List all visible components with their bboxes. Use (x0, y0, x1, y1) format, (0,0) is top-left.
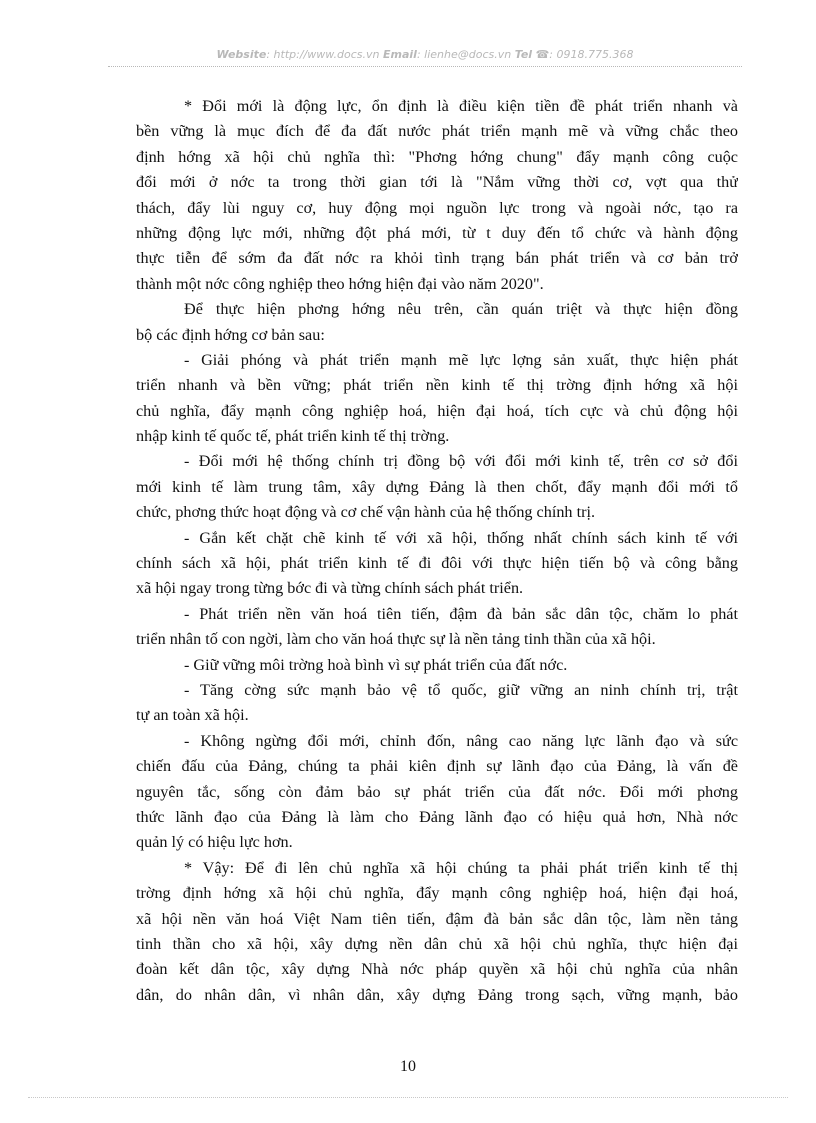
text-line: nhập kinh tế quốc tế, phát triển kinh tế thị trờng. (136, 427, 450, 446)
page-number: 10 (400, 1058, 416, 1075)
text-line: bộ các định hớng cơ bản sau: (136, 325, 325, 344)
text-line: - Không ngừng đổi mới, chỉnh đốn, nâng cao năng lực lãnh đạo và sức (184, 731, 738, 750)
text-line: - Gắn kết chặt chẽ kinh tế với xã hội, thống nhất chính sách kinh tế với (184, 528, 738, 547)
text-line: nguyên tắc, sống còn đảm bảo sự phát triển của đất nớc. Đổi mới phơng (136, 782, 738, 801)
text-line: thức lãnh đạo của Đảng là làm cho Đảng lãnh đạo có hiệu quả hơn, Nhà nớc (136, 807, 738, 826)
text-line: chủ nghĩa, đẩy mạnh công nghiệp hoá, hiện đại hoá, tích cực và chủ động hội (136, 401, 738, 420)
text-line: thành một nớc công nghiệp theo hớng hiện đại vào năm 2020". (136, 274, 544, 293)
phone-icon: ☎ (535, 48, 550, 61)
text-line: * Đổi mới là động lực, ổn định là điều kiện tiền đề phát triển nhanh và (184, 97, 738, 115)
text-line: thách, đẩy lùi nguy cơ, huy động mọi nguồn lực trong và ngoài nớc, tạo ra (136, 198, 738, 217)
text-line: mới kinh tế làm trung tâm, xây dựng Đảng là then chốt, đẩy mạnh đổi mới tổ (136, 477, 738, 496)
text-line: định hớng xã hội chủ nghĩa thì: "Phơng hớng chung" đẩy mạnh công cuộc (136, 147, 738, 166)
text-line: dân, do nhân dân, vì nhân dân, xây dựng Đảng trong sạch, vững mạnh, bảo (136, 985, 738, 1004)
footer-divider (28, 1097, 788, 1098)
text-line: đoàn kết dân tộc, xây dựng Nhà nớc pháp quyền xã hội chủ nghĩa của nhân (136, 960, 738, 979)
text-line: tự an toàn xã hội. (136, 706, 249, 725)
text-line: Để thực hiện phơng hớng nêu trên, cần quán triệt và thực hiện đồng (184, 300, 738, 319)
email-value: : lienhe@docs.vn (416, 48, 512, 61)
text-line: tinh thần cho xã hội, xây dựng nền dân chủ xã hội chủ nghĩa, thực hiện đại (136, 934, 738, 953)
header-divider (108, 66, 742, 67)
text-line: triển nhanh và bền vững; phát triển nền kinh tế thị trờng định hớng xã hội (136, 376, 738, 395)
tel-value: : 0918.775.368 (549, 48, 634, 61)
website-value: : http://www.docs.vn (266, 48, 380, 61)
text-line: - Phát triển nền văn hoá tiên tiến, đậm đà bản sắc dân tộc, chăm lo phát (184, 604, 738, 623)
text-line: - Tăng cờng sức mạnh bảo vệ tổ quốc, giữ vững an ninh chính trị, trật (184, 680, 738, 699)
text-line: quản lý có hiệu lực hơn. (136, 833, 293, 852)
text-line: - Đổi mới hệ thống chính trị đồng bộ với đổi mới kinh tế, trên cơ sở đổi (184, 452, 738, 471)
text-line: xã hội nền văn hoá Việt Nam tiên tiến, đậm đà bản sắc dân tộc, làm nền tảng (136, 909, 738, 928)
text-line: bền vững là mục đích để đa đất nước phát triển mạnh mẽ và vững chắc theo (136, 122, 738, 141)
text-line: trờng định hớng xã hội chủ nghĩa, đẩy mạnh công nghiệp hoá, hiện đại hoá, (136, 884, 738, 903)
text-line: những động lực mới, những đột phá mới, từ t duy đến tổ chức và hành động (136, 223, 738, 242)
text-line: chiến đấu của Đảng, chúng ta phải kiên định sự lãnh đạo của Đảng, là vấn đề (136, 757, 738, 776)
text-line: thực tiễn để sớm đa đất nớc ra khỏi tình trạng bán phát triển và cơ bản trở (136, 249, 738, 268)
text-line: - Giải phóng và phát triển mạnh mẽ lực lợng sản xuất, thực hiện phát (184, 350, 738, 369)
text-line: - Giữ vững môi trờng hoà bình vì sự phát triển của đất nớc. (184, 655, 568, 674)
text-line: triển nhân tố con ngời, làm cho văn hoá thực sự là nền tảng tinh thần của xã hội. (136, 630, 656, 649)
text-line: chính sách xã hội, phát triển kinh tế đi đôi với thực hiện tiến bộ và công bằng (136, 554, 738, 573)
email-label: Email (383, 48, 417, 61)
website-label: Website (216, 48, 267, 61)
text-line: chức, phơng thức hoạt động và cơ chế vận hành của hệ thống chính trị. (136, 503, 596, 522)
text-line: xã hội ngay trong từng bớc đi và từng chính sách phát triển. (136, 579, 524, 598)
document-body (136, 94, 738, 1008)
tel-label: Tel (514, 48, 533, 61)
text-line: đổi mới ở nớc ta trong thời gian tới là "Nắm vững thời cơ, vợt qua thử (136, 173, 738, 192)
page-header (108, 48, 742, 61)
text-line: * Vậy: Để đi lên chủ nghĩa xã hội chúng ta phải phát triển kinh tế thị (184, 858, 738, 877)
